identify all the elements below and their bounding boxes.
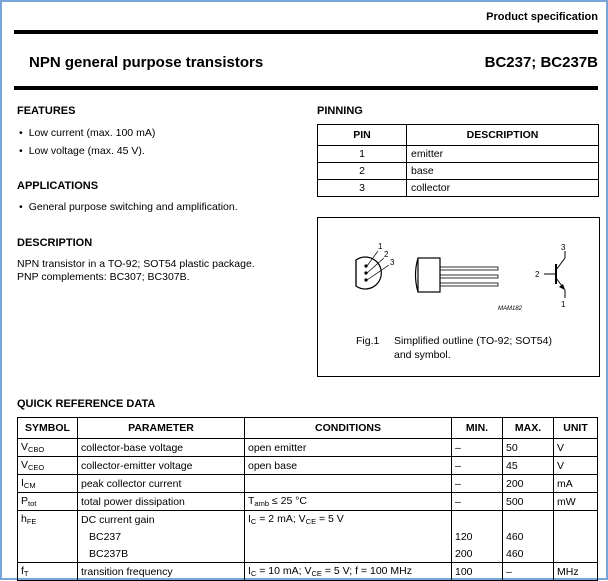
feature-item: • Low current (max. 100 mA) xyxy=(19,126,155,140)
pin-number: 3 xyxy=(318,180,407,197)
conditions-cell: open base xyxy=(245,457,452,475)
symbol-pin-label: 2 xyxy=(535,270,540,279)
max-cell: 500 xyxy=(503,493,554,511)
parameter-cell: BC237B xyxy=(78,545,245,563)
symbol-column-header: SYMBOL xyxy=(18,418,78,439)
conditions-column-header: CONDITIONS xyxy=(245,418,452,439)
table-row xyxy=(18,545,598,563)
conditions-cell: $I_C = 2$ mA; $V_{CE} = 5$ V xyxy=(245,511,452,529)
description-column-header: DESCRIPTION xyxy=(407,125,599,146)
spec-label: Product specification xyxy=(486,11,598,23)
table-row xyxy=(18,475,598,493)
pin-label: 2 xyxy=(384,250,389,259)
max-column-header: MAX. xyxy=(503,418,554,439)
symbol-cell: $I_{CM}$ xyxy=(18,475,78,493)
pin-number: 2 xyxy=(318,163,407,180)
min-cell: – xyxy=(452,457,503,475)
figure-box xyxy=(317,217,600,377)
pin-description: emitter xyxy=(407,146,599,163)
quick-reference-table xyxy=(17,417,598,581)
parameter-cell: collector-base voltage xyxy=(78,439,245,457)
unit-cell: mW xyxy=(554,493,598,511)
table-row xyxy=(18,457,598,475)
min-cell: – xyxy=(452,475,503,493)
figure-caption: and symbol. xyxy=(394,349,451,361)
min-cell: 200 xyxy=(452,545,503,563)
unit-cell: MHz xyxy=(554,563,598,581)
conditions-cell: $I_C = 10$ mA; $V_{CE} = 5$ V; f = 100 MHz xyxy=(245,563,452,581)
qrd-heading: QUICK REFERENCE DATA xyxy=(17,398,156,410)
max-cell: 460 xyxy=(503,528,554,545)
min-cell: – xyxy=(452,439,503,457)
features-heading: FEATURES xyxy=(17,105,76,117)
max-cell: 460 xyxy=(503,545,554,563)
pin-description: collector xyxy=(407,180,599,197)
table-row xyxy=(18,528,598,545)
conditions-cell xyxy=(245,545,452,563)
min-column-header: MIN. xyxy=(452,418,503,439)
unit-column-header: UNIT xyxy=(554,418,598,439)
parameter-column-header: PARAMETER xyxy=(78,418,245,439)
conditions-cell: $T_{amb} \le 25$ °C xyxy=(245,493,452,511)
min-cell: 100 xyxy=(452,563,503,581)
figure-code: MAM182 xyxy=(498,306,523,312)
conditions-cell: open emitter xyxy=(245,439,452,457)
figure-caption: Simplified outline (TO-92; SOT54) xyxy=(394,335,552,347)
header-rule-bottom xyxy=(14,86,598,90)
symbol-pin-label: 1 xyxy=(561,300,566,309)
package-outline-drawing xyxy=(318,218,599,318)
symbol-cell xyxy=(18,528,78,545)
table-row xyxy=(18,511,598,529)
unit-cell: V xyxy=(554,439,598,457)
max-cell: 50 xyxy=(503,439,554,457)
parameter-cell: DC current gain xyxy=(78,511,245,529)
conditions-cell xyxy=(245,528,452,545)
pin-label: 3 xyxy=(390,258,395,267)
unit-cell xyxy=(554,511,598,529)
max-cell: 200 xyxy=(503,475,554,493)
unit-cell xyxy=(554,545,598,563)
figure-label: Fig.1 xyxy=(356,335,380,347)
table-row xyxy=(18,439,598,457)
description-line: PNP complements: BC307; BC307B. xyxy=(17,271,190,283)
table-row xyxy=(18,563,598,581)
unit-cell: mA xyxy=(554,475,598,493)
symbol-cell xyxy=(18,545,78,563)
parameter-cell: BC237 xyxy=(78,528,245,545)
symbol-cell: $h_{FE}$ xyxy=(18,511,78,529)
max-cell: 45 xyxy=(503,457,554,475)
parameter-cell: transition frequency xyxy=(78,563,245,581)
feature-item: • Low voltage (max. 45 V). xyxy=(19,144,145,158)
pin-column-header: PIN xyxy=(318,125,407,146)
conditions-cell xyxy=(245,475,452,493)
table-row xyxy=(18,493,598,511)
symbol-cell: $V_{CBO}$ xyxy=(18,439,78,457)
min-cell xyxy=(452,511,503,529)
max-cell: – xyxy=(503,563,554,581)
header-rule-top xyxy=(14,30,598,34)
symbol-pin-label: 3 xyxy=(561,243,566,252)
pin-number: 1 xyxy=(318,146,407,163)
table-row xyxy=(318,146,599,163)
applications-heading: APPLICATIONS xyxy=(17,180,99,192)
parameter-cell: peak collector current xyxy=(78,475,245,493)
symbol-cell: $f_T$ xyxy=(18,563,78,581)
part-numbers: BC237; BC237B xyxy=(484,54,598,71)
pinning-table xyxy=(317,124,599,197)
unit-cell xyxy=(554,528,598,545)
description-heading: DESCRIPTION xyxy=(17,237,93,249)
min-cell: 120 xyxy=(452,528,503,545)
description-line: NPN transistor in a TO-92; SOT54 plastic package. xyxy=(17,258,255,270)
page-title: NPN general purpose transistors xyxy=(29,54,264,71)
pin-label: 1 xyxy=(378,242,383,251)
table-row xyxy=(318,180,599,197)
min-cell: – xyxy=(452,493,503,511)
pin-description: base xyxy=(407,163,599,180)
pinning-heading: PINNING xyxy=(317,105,363,117)
application-item: • General purpose switching and amplification. xyxy=(19,200,238,214)
table-row xyxy=(318,163,599,180)
parameter-cell: total power dissipation xyxy=(78,493,245,511)
symbol-cell: $V_{CEO}$ xyxy=(18,457,78,475)
max-cell xyxy=(503,511,554,529)
parameter-cell: collector-emitter voltage xyxy=(78,457,245,475)
symbol-cell: $P_{tot}$ xyxy=(18,493,78,511)
unit-cell: V xyxy=(554,457,598,475)
